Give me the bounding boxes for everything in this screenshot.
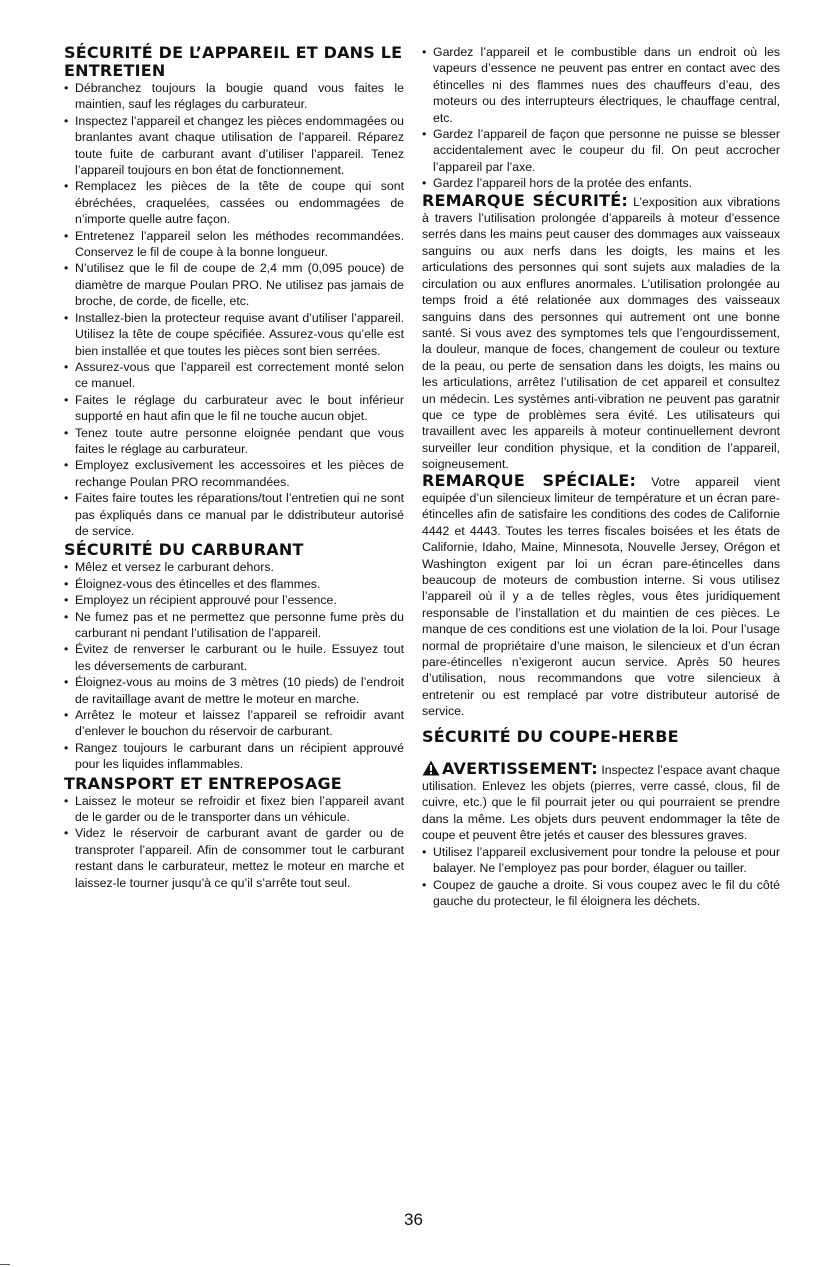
remarque-speciale-text: Votre appareil vient equipée d’un silencieux limiteur de température et un écran pare-étincelles afin de satisfaire les conditions des codes de Californie 4442 et 4443. Toutes les terres fiscales boisées et les états de Californie, Idaho, Maine, Minnesota, Nouvelle Jersey, Orégon et Washington exigent par loi un écran pare-étincelles dans beaucoup de moteurs de combustion interne. Si vous utilisez l’appareil où il y a de telles règles, vous êtes juridiquement responsable de l’installation et du maintien de ces pièces. Le manque de ces conditions est une violation de la loi. Pour l’usage normal de propriétaire d’une maison, le silencieux et d’un écran pare-étincelles n’exigeront aucun service. Après 50 heures d’utilisation, nous recommandons que votre silencieux à entretenir ou est remplacé par votre distributeur autorisé de service.	[422, 474, 780, 719]
list-item: • Éloignez-vous au moins de 3 mètres (10 pieds) de l’endroit de ravitaillage avant de mettre le moteur en marche.	[64, 674, 404, 707]
list-transport	[64, 793, 404, 891]
list-entreposage-suite	[422, 44, 780, 192]
edge-mark	[0, 1264, 10, 1265]
list-item: • Installez-bien la protecteur requise avant d’utiliser l’appareil. Utilisez la tête de coupe spécifiée. Assurez-vous qu’elle est bien installée et que toutes les pièces sont bien serrées.	[64, 310, 404, 359]
remarque-securite-label: REMARQUE SÉCURITÉ:	[422, 190, 628, 210]
list-carburant	[64, 559, 404, 772]
remarque-speciale-paragraph	[422, 470, 780, 720]
list-item: • Entretenez l’appareil selon les méthodes recommandées. Conservez le fil de coupe à la bonne longueur.	[64, 228, 404, 261]
list-item: • Coupez de gauche a droite. Si vous coupez avec le fil du côté gauche du protecteur, le fil éloignera les déchets.	[422, 877, 780, 910]
list-item: • Laissez le moteur se refroidir et fixez bien l’appareil avant de le garder ou de le transporter dans un véhicule.	[64, 793, 404, 826]
list-item: • Évitez de renverser le carburant ou le huile. Essuyez tout les déversements de carburant.	[64, 641, 404, 674]
list-item: • Inspectez l’appareil et changez les pièces endommagées ou branlantes avant chaque utilisation de l’appareil. Réparez toute fuite de carburant avant d’utiliser l’appareil. Tenez l’appareil toujours en bon état de fonctionnement.	[64, 113, 404, 179]
left-column	[64, 44, 404, 891]
list-appareil-entretien	[64, 80, 404, 539]
section-title-appareil-entretien: SÉCURITÉ DE L’APPAREIL ET DANS LE ENTRETIEN	[64, 43, 403, 80]
section-title-transport: TRANSPORT ET ENTREPOSAGE	[64, 773, 342, 793]
right-column	[422, 44, 780, 909]
list-item: • Débranchez toujours la bougie quand vous faites le maintien, sauf les réglages du carburateur.	[64, 80, 404, 113]
list-item: • N’utilisez que le fil de coupe de 2,4 mm (0,095 pouce) de diamètre de marque Poulan PRO. Ne utilisez pas jamais de broche, de corde, de ficelle, etc.	[64, 260, 404, 309]
list-item: • Faites faire toutes les réparations/tout l’entretien qui ne sont pas éxpliqués dans ce manual par le ddistributeur autorisé de service.	[64, 490, 404, 539]
page-number: 36	[404, 1210, 423, 1229]
list-item: • Gardez l’appareil de façon que personne ne puisse se blesser accidentalement avec le coupeur du fil. On peut accrocher l’appareil par l’axe.	[422, 126, 780, 175]
section-title-carburant: SÉCURITÉ DU CARBURANT	[64, 540, 304, 560]
list-item: • Videz le réservoir de carburant avant de garder ou de transproter l’appareil. Afin de consommer tout le carburant restant dans le carburateur, mettez le moteur en marche et laissez-le tourner jusqu’à ce qu’il s’arrête tout seul.	[64, 825, 404, 891]
list-item: • Éloignez-vous des étincelles et des flammes.	[64, 576, 404, 592]
list-item: • Faites le réglage du carburateur avec le bout inférieur supporté en haut afin que le fil ne touche aucun objet.	[64, 392, 404, 425]
list-item: • Utilisez l’appareil exclusivement pour tondre la pelouse et pour balayer. Ne l’employez pas pour border, élaguer ou tailler.	[422, 844, 780, 877]
list-item: • Arrêtez le moteur et laissez l’appareil se refroidir avant d’enlever le bouchon du réservoir de carburant.	[64, 707, 404, 740]
list-item: • Rangez toujours le carburant dans un récipient approuvé pour les liquides inflammables.	[64, 740, 404, 773]
list-coupe-herbe	[422, 844, 780, 910]
avertissement-text: Inspectez l’espace avant chaque utilisation. Enlevez les objets (pierres, verre cassé, clous, fil de cuivre, etc.) que le fil pourrait jeter ou qui pourraient se prendre dans la même. Les objets durs peuvent endommager la tête de coupe et peuvent être jetés et causer des blessures graves.	[422, 762, 780, 843]
remarque-speciale-label: REMARQUE SPÉCIALE:	[422, 470, 637, 490]
list-item: • Gardez l’appareil et le combustible dans un endroit où les vapeurs d’essence ne peuvent pas entrer en contact avec des étincelles ni des flammes nues des chauffeurs d’eau, des moteurs ou des interrupteurs électriques, le chauffage central, etc.	[422, 44, 780, 126]
remarque-securite-text: L’exposition aux vibrations à travers l’utilisation prolongée d’appareils à moteur d’essence serrés dans les mains peut causer des dommages aux vaisseaux sanguins ou aux nerfs dans les doigts, les mains et les articulations des personnes qui sont sujets aux maladies de la circulation ou aux enflures anormales. L’utilisation prolongée au temps froid a été relationée aux dommages des vaisseaux sanguins dans des personnes qui autrement ont une bonne santé. Si vous avez des symptomes tels que l’engourdissement, la douleur, manque de foces, changement de couleur ou texture de la peau, ou perte de sensation dans les doigts, les mains ou les articulations, arrêtez l’utilisation de cet appareil et consultez un médecin. Les systèmes anti-vibration ne peuvent pas garatnir que ce type de problèmes sera évité. Les utilisateurs qui travaillent avec les appareils à moteur continuellement devront surveiller leur condition physique, et la condition de l’appareil, soigneusement.	[422, 194, 780, 472]
list-item: • Gardez l’appareil hors de la protée des enfants.	[422, 175, 780, 191]
list-item: • Tenez toute autre personne eloignée pendant que vous faites le réglage au carburateur.	[64, 425, 404, 458]
avertissement-paragraph	[422, 760, 780, 844]
warning-triangle-icon	[422, 760, 440, 776]
avertissement-label: AVERTISSEMENT:	[442, 758, 598, 778]
remarque-securite-paragraph	[422, 190, 780, 473]
list-item: • Remplacez les pièces de la tête de coupe qui sont ébréchées, craquelées, cassées ou endommagées de n’importe quelle autre façon.	[64, 178, 404, 227]
list-item: • Employez exclusivement les accessoires et les pièces de rechange Poulan PRO recommandées.	[64, 457, 404, 490]
list-item: • Employez un récipient approuvé pour l’essence.	[64, 592, 404, 608]
list-item: • Assurez-vous que l’appareil est correctement monté selon ce manuel.	[64, 359, 404, 392]
section-title-coupe-herbe: SÉCURITÉ DU COUPE-HERBE	[422, 726, 679, 746]
list-item: • Mêlez et versez le carburant dehors.	[64, 559, 404, 575]
list-item: • Ne fumez pas et ne permettez que personne fume près du carburant ni pendant l’utilisation de l’appareil.	[64, 609, 404, 642]
